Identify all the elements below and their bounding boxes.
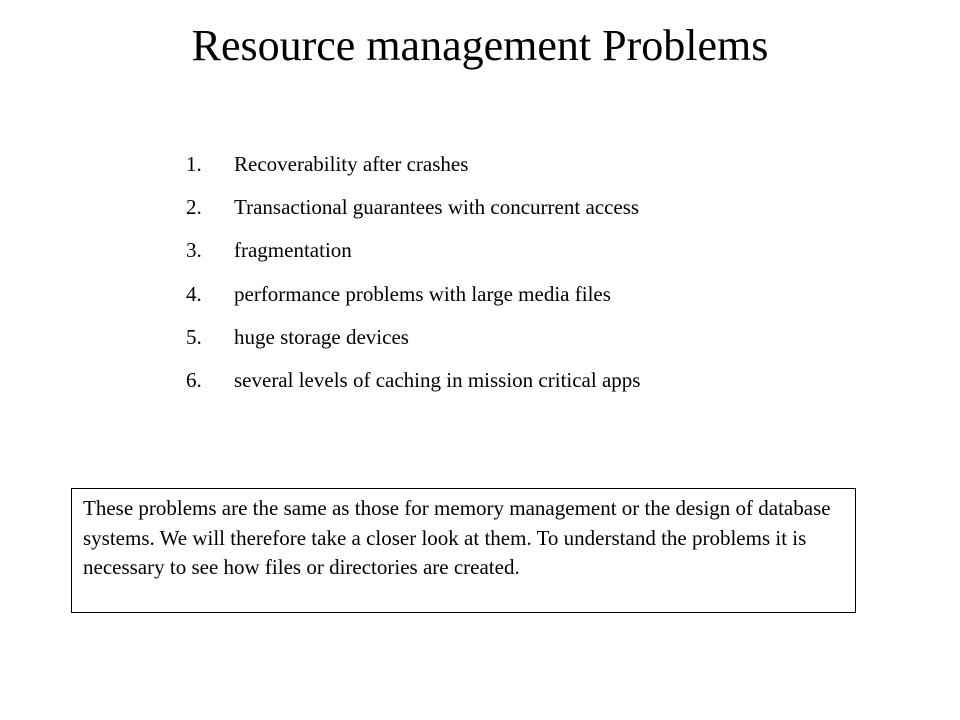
list-item — [186, 236, 786, 279]
list-item-text: fragmentation — [234, 238, 352, 263]
list-item-number: 3. — [186, 238, 202, 263]
list-item — [186, 366, 786, 409]
list-item — [186, 323, 786, 366]
list-item-number: 5. — [186, 324, 202, 349]
slide-title: Resource management Problems — [191, 21, 769, 70]
list-item — [186, 193, 786, 236]
list-item — [186, 150, 786, 193]
list-item-number: 6. — [186, 367, 202, 392]
list-item-number: 2. — [186, 195, 202, 220]
list-item-text: Recoverability after crashes — [234, 152, 469, 176]
list-item-number: 1. — [186, 152, 202, 176]
note-box: These problems are the same as those for memory management or the design of database systems. We will therefore take a closer look at them. To understand the problems it is necessary to see how files or directories are created. — [71, 488, 856, 613]
list-item-number: 4. — [186, 281, 202, 306]
problem-list — [186, 150, 786, 409]
list-item-text: performance problems with large media files — [234, 281, 611, 306]
list-item — [186, 280, 786, 323]
list-item-text: huge storage devices — [234, 324, 409, 349]
list-item-text: several levels of caching in mission critical apps — [234, 367, 641, 392]
list-item-text: Transactional guarantees with concurrent access — [234, 195, 640, 220]
